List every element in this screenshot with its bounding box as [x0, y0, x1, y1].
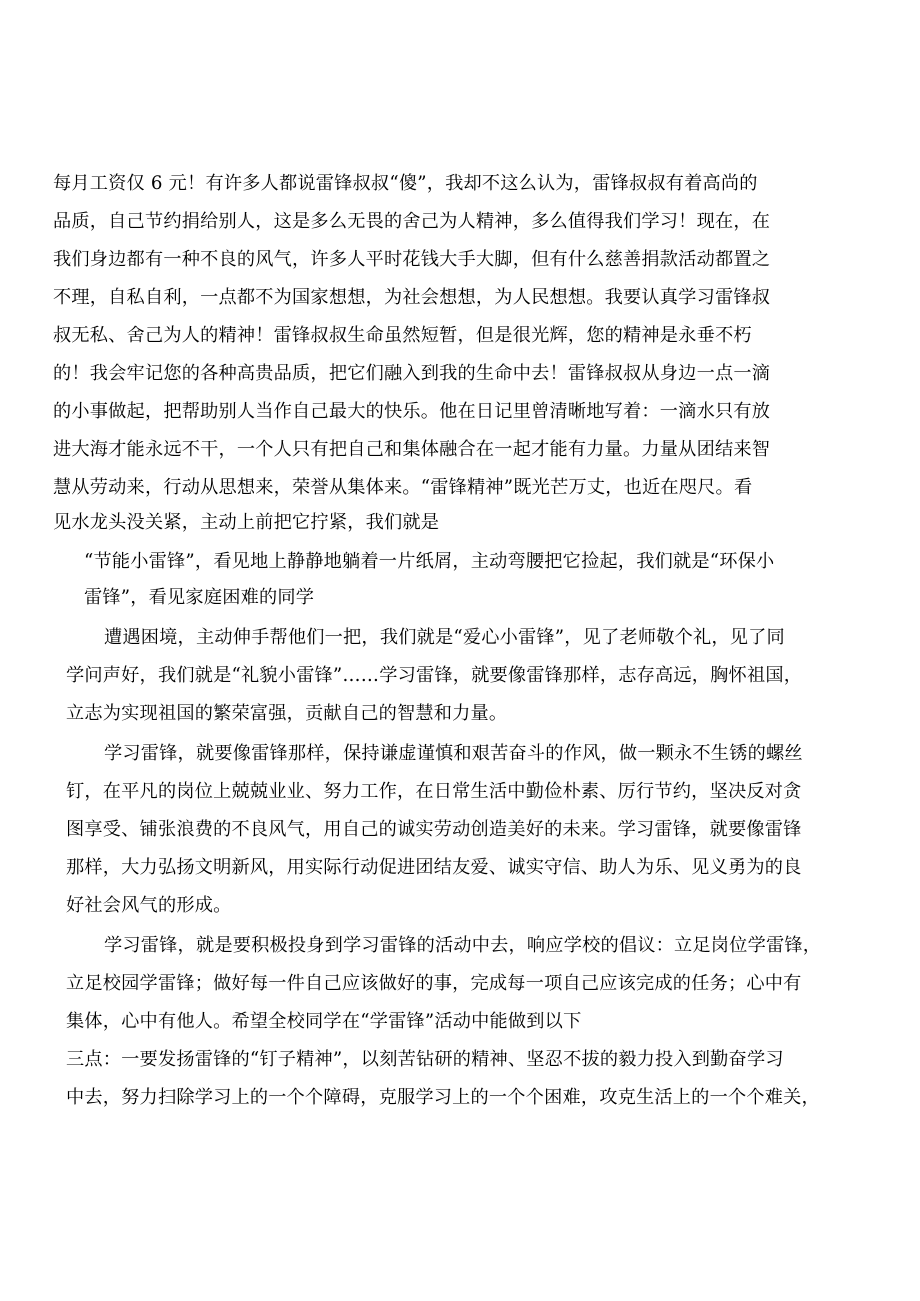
text-line: 不理，自私自利，一点都不为国家想想，为社会想想，为人民想想。我要认真学习雷锋叔 — [53, 287, 771, 308]
text-line: 图享受、铺张浪费的不良风气，用自己的诚实劳动创造美好的未来。学习雷锋，就要像雷锋 — [66, 819, 802, 840]
text-line: 每月工资仅 6 元！有许多人都说雷锋叔叔“傻”，我却不这么认为，雷锋叔叔有着高尚的 — [53, 173, 758, 194]
text-line: 那样，大力弘扬文明新风，用实际行动促进团结友爱、诚实守信、助人为乐、见义勇为的良 — [66, 857, 802, 878]
text-line: 我们身边都有一种不良的风气，许多人平时花钱大手大脚，但有什么慈善捐款活动都置之 — [53, 249, 771, 270]
text-line: 学问声好，我们就是“礼貌小雷锋”……学习雷锋，就要像雷锋那样，志存高远，胸怀祖国， — [66, 665, 803, 686]
text-line: 的小事做起，把帮助别人当作自己最大的快乐。他在日记里曾清晰地写着：一滴水只有放 — [53, 401, 771, 422]
text-line: 叔无私、舍己为人的精神！雷锋叔叔生命虽然短暂，但是很光辉，您的精神是永垂不朽 — [53, 325, 752, 346]
text-line: 见水龙头没关紧，主动上前把它拧紧，我们就是 — [53, 512, 440, 533]
text-line: 遭遇困境，主动伸手帮他们一把，我们就是“爱心小雷锋”，见了老师敬个礼，见了同 — [104, 627, 785, 648]
text-line: 好社会风气的形成。 — [66, 895, 232, 916]
text-line: 的！我会牢记您的各种高贵品质，把它们融入到我的生命中去！雷锋叔叔从身边一点一滴 — [53, 363, 771, 384]
text-line: 立志为实现祖国的繁荣富强，贡献自己的智慧和力量。 — [66, 703, 508, 724]
text-line: 学习雷锋，就要像雷锋那样，保持谦虚谨慎和艰苦奋斗的作风，做一颗永不生锈的螺丝 — [104, 743, 803, 764]
text-line: 学习雷锋，就是要积极投身到学习雷锋的活动中去，响应学校的倡议：立足岗位学雷锋， — [104, 935, 822, 956]
text-line: 品质，自己节约捐给别人，这是多么无畏的舍己为人精神，多么值得我们学习！现在，在 — [53, 211, 771, 232]
text-line: 集体，心中有他人。希望全校同学在“学雷锋”活动中能做到以下 — [66, 1011, 582, 1032]
text-line: 雷锋”，看见家庭困难的同学 — [84, 587, 315, 608]
text-line: 立足校园学雷锋；做好每一件自己应该做好的事，完成每一项自己应该完成的任务；心中有 — [66, 973, 802, 994]
text-line: 中去，努力扫除学习上的一个个障碍，克服学习上的一个个困难，攻克生活上的一个个难关， — [66, 1087, 820, 1108]
text-line: 慧从劳动来，行动从思想来，荣誉从集体来。“雷锋精神”既光芒万丈，也近在咫尺。看 — [53, 477, 753, 498]
text-line: “节能小雷锋”，看见地上静静地躺着一片纸屑，主动弯腰把它捡起，我们就是“环保小 — [84, 551, 775, 572]
text-line: 进大海才能永远不干，一个人只有把自己和集体融合在一起才能有力量。力量从团结来智 — [53, 439, 771, 460]
text-line: 三点：一要发扬雷锋的“钉子精神”，以刻苦钻研的精神、坚忍不拔的毅力投入到勤奋学习 — [66, 1049, 784, 1070]
text-line: 钉，在平凡的岗位上兢兢业业、努力工作，在日常生活中勤俭朴素、厉行节约，坚决反对贪 — [66, 781, 802, 802]
